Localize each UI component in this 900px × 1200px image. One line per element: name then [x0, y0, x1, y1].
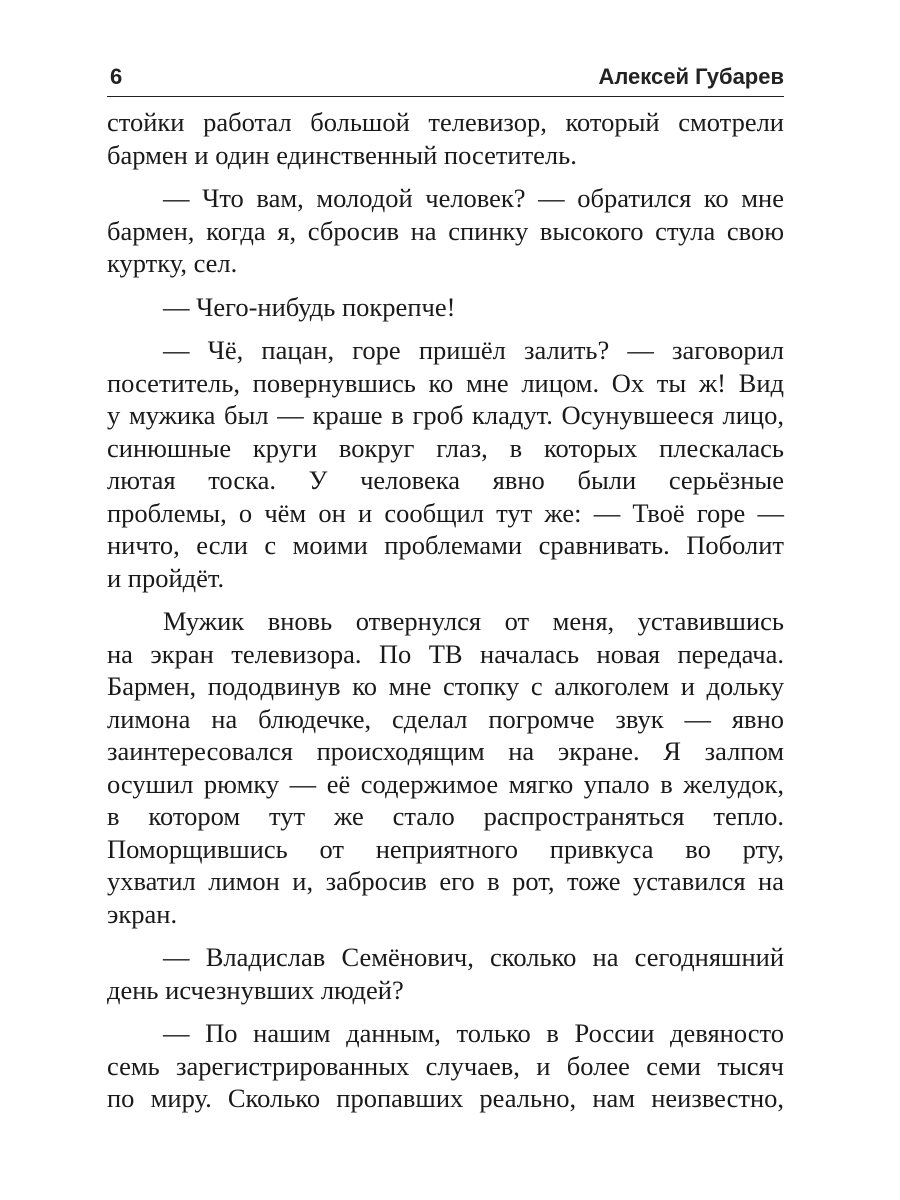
text-line: ничто, если с моими проблемами сравнивать. Поболит [107, 530, 784, 560]
text-line: — Владислав Семёнович, сколько на сегодняшний [163, 942, 784, 972]
text-line: в котором тут же стало распространяться тепло. [107, 801, 784, 831]
text-line: посетитель, повернувшись ко мне лицом. Ох ты ж! Вид [107, 367, 784, 398]
text-line: Бармен, пододвинув ко мне стопку с алкоголем и дольку [107, 671, 784, 701]
text-line: синюшные круги вокруг глаз, в которых плескалась [107, 432, 784, 463]
paragraph [107, 291, 784, 324]
text-line: — По нашим данным, только в России девяносто [163, 1018, 784, 1048]
text-line: заинтересовался происходящим на экране. Я залпом [107, 736, 784, 766]
text-line: стойки работал большой телевизор, который смотрели [107, 107, 784, 137]
text-line: семь зарегистрированных случаев, и более семи тысяч [107, 1050, 784, 1081]
text-line: день исчезнувших людей? [107, 974, 404, 1005]
paragraph [107, 334, 784, 594]
text-line: проблемы, о чём он и сообщил тут же: — Твоё горе — [107, 497, 784, 528]
text-line: по миру. Сколько пропавших реально, нам неизвестно, [107, 1083, 784, 1113]
text-line: ухватил лимон и, забросив его в рот, тоже уставился на [107, 866, 784, 896]
text-line: на экран телевизора. По ТВ началась новая передача. [107, 638, 784, 669]
text-line: куртку, сел. [107, 248, 238, 278]
text-line: — Чего-нибудь покрепче! [163, 291, 456, 322]
paragraph [107, 1017, 784, 1115]
paragraph [107, 941, 784, 1006]
page-header [107, 62, 784, 96]
text-line: Поморщившись от неприятного привкуса во рту, [107, 833, 784, 864]
text-line: и пройдёт. [107, 562, 225, 593]
page-number: 6 [110, 64, 123, 89]
paragraph [107, 605, 784, 930]
text-line: — Чё, пацан, горе пришёл залить? — заговорил [163, 335, 784, 365]
paragraph [107, 182, 784, 280]
text-line: бармен, когда я, сбросив на спинку высокого стула свою [107, 215, 784, 246]
text-line: у мужика был — краше в гроб кладут. Осунувшееся лицо, [107, 400, 784, 430]
text-line: осушил рюмку — её содержимое мягко упало в желудок, [107, 768, 784, 799]
book-body-text [107, 106, 784, 1126]
text-line: лимона на блюдечке, сделал погромче звук — явно [107, 703, 784, 734]
text-line: бармен и один единственный посетитель. [107, 139, 577, 170]
text-line: лютая тоска. У человека явно были серьёзные [107, 465, 784, 495]
running-head-author: Алексей Губарев [598, 64, 784, 89]
paragraph [107, 106, 784, 171]
text-line: Мужик вновь отвернулся от меня, уставившись [163, 606, 784, 636]
text-line: — Что вам, молодой человек? — обратился ко мне [163, 183, 784, 213]
text-line: экран. [107, 898, 178, 929]
header-divider [107, 96, 784, 97]
